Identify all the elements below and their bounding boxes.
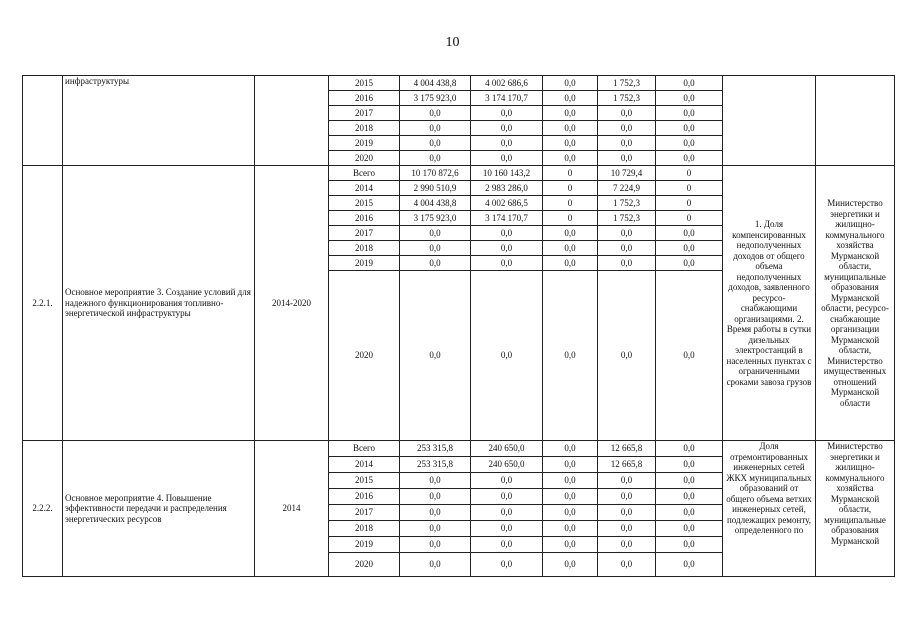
funding-cell-4: 0,0: [656, 505, 723, 521]
funding-cell-3: 0,0: [598, 136, 656, 151]
funding-cell-1: 0,0: [471, 489, 543, 505]
executors-cell: Министерство энергетики и жилищно-коммунального хозяйства Мурманской области, муниципальные образования Мурманской: [816, 441, 895, 577]
funding-cell-2: 0,0: [543, 271, 598, 441]
funding-cell-4: 0,0: [656, 457, 723, 473]
total-cell: 0,0: [400, 256, 471, 271]
funding-cell-1: 0,0: [471, 136, 543, 151]
period-cell: 2014: [255, 441, 329, 577]
funding-cell-3: 0,0: [598, 505, 656, 521]
funding-cell-2: 0,0: [543, 256, 598, 271]
funding-cell-4: 0,0: [656, 473, 723, 489]
total-cell: 0,0: [400, 241, 471, 256]
funding-cell-3: 0,0: [598, 241, 656, 256]
year-cell: 2018: [329, 241, 400, 256]
table-row: [23, 166, 895, 181]
funding-cell-1: 0,0: [471, 537, 543, 553]
year-cell: 2020: [329, 553, 400, 577]
funding-cell-3: 1 752,3: [598, 211, 656, 226]
funding-cell-2: 0,0: [543, 136, 598, 151]
year-cell: 2015: [329, 196, 400, 211]
funding-cell-3: 0,0: [598, 521, 656, 537]
table-row: [23, 76, 895, 91]
funding-cell-3: 0,0: [598, 226, 656, 241]
funding-cell-4: 0,0: [656, 441, 723, 457]
year-cell: 2016: [329, 91, 400, 106]
funding-cell-2: 0,0: [543, 489, 598, 505]
funding-cell-1: 0,0: [471, 151, 543, 166]
year-cell: 2019: [329, 537, 400, 553]
funding-cell-2: 0,0: [543, 457, 598, 473]
funding-cell-1: 0,0: [471, 521, 543, 537]
year-cell: 2019: [329, 256, 400, 271]
total-cell: 0,0: [400, 136, 471, 151]
program-table: [22, 75, 895, 577]
funding-cell-4: 0,0: [656, 537, 723, 553]
page-number: 10: [445, 35, 460, 50]
funding-cell-3: 1 752,3: [598, 76, 656, 91]
funding-cell-3: 7 224,9: [598, 181, 656, 196]
funding-cell-3: 0,0: [598, 489, 656, 505]
year-cell: 2018: [329, 521, 400, 537]
funding-cell-2: 0,0: [543, 553, 598, 577]
total-cell: 0,0: [400, 473, 471, 489]
description-cell: Основное мероприятие 4. Повышение эффективности передачи и распределения энергетических ресурсов: [63, 441, 255, 577]
total-cell: 0,0: [400, 489, 471, 505]
funding-cell-1: 0,0: [471, 553, 543, 577]
funding-cell-2: 0: [543, 211, 598, 226]
funding-cell-2: 0,0: [543, 473, 598, 489]
executors-cell: Министерство энергетики и жилищно-коммунального хозяйства Мурманской области, муниципальные образования Мурманской области, ресурсо-снабжающие организации Мурманской области, Министерство имущественных отношений Мурманской области: [816, 166, 895, 441]
funding-cell-4: 0: [656, 211, 723, 226]
funding-cell-2: 0,0: [543, 106, 598, 121]
year-cell: 2016: [329, 489, 400, 505]
funding-cell-2: 0,0: [543, 121, 598, 136]
year-cell: Всего: [329, 166, 400, 181]
funding-cell-2: 0,0: [543, 521, 598, 537]
year-cell: 2018: [329, 121, 400, 136]
year-cell: 2020: [329, 151, 400, 166]
funding-cell-3: 12 665,8: [598, 457, 656, 473]
funding-cell-4: 0: [656, 166, 723, 181]
funding-cell-3: 1 752,3: [598, 196, 656, 211]
total-cell: 253 315,8: [400, 457, 471, 473]
funding-cell-4: 0,0: [656, 489, 723, 505]
total-cell: 0,0: [400, 151, 471, 166]
funding-cell-3: 0,0: [598, 151, 656, 166]
description-cell: инфраструктуры: [63, 76, 255, 166]
funding-cell-2: 0,0: [543, 151, 598, 166]
funding-cell-2: 0,0: [543, 226, 598, 241]
funding-cell-1: 4 002 686,5: [471, 196, 543, 211]
indicators-cell: 1. Доля компенсированных недополученных доходов от общего объема недополученных доходов, заявленного ресурсо-снабжающими организациями. 2. Время работы в сутки дизельных электростанций в населенных пунктах с ограниченными сроками завоза грузов: [723, 166, 816, 441]
funding-cell-3: 1 752,3: [598, 91, 656, 106]
year-cell: Всего: [329, 441, 400, 457]
number-cell-empty: [23, 76, 63, 166]
funding-cell-1: 0,0: [471, 256, 543, 271]
funding-cell-4: 0,0: [656, 256, 723, 271]
funding-cell-4: 0,0: [656, 271, 723, 441]
total-cell: 4 004 438,8: [400, 196, 471, 211]
funding-cell-2: 0: [543, 196, 598, 211]
funding-cell-3: 0,0: [598, 271, 656, 441]
funding-cell-2: 0: [543, 181, 598, 196]
funding-cell-1: 0,0: [471, 226, 543, 241]
funding-cell-2: 0,0: [543, 91, 598, 106]
funding-cell-4: 0,0: [656, 136, 723, 151]
total-cell: 0,0: [400, 505, 471, 521]
funding-cell-3: 10 729,4: [598, 166, 656, 181]
funding-cell-2: 0,0: [543, 241, 598, 256]
funding-cell-4: 0,0: [656, 553, 723, 577]
period-cell-empty: [255, 76, 329, 166]
funding-cell-4: 0: [656, 181, 723, 196]
year-cell: 2016: [329, 211, 400, 226]
year-cell: 2015: [329, 76, 400, 91]
table-row: [23, 441, 895, 457]
funding-cell-3: 0,0: [598, 121, 656, 136]
period-cell: 2014-2020: [255, 166, 329, 441]
total-cell: 0,0: [400, 271, 471, 441]
funding-cell-1: 3 174 170,7: [471, 211, 543, 226]
funding-cell-1: 4 002 686,6: [471, 76, 543, 91]
funding-cell-4: 0,0: [656, 121, 723, 136]
funding-cell-2: 0: [543, 166, 598, 181]
funding-cell-1: 3 174 170,7: [471, 91, 543, 106]
year-cell: 2014: [329, 181, 400, 196]
funding-cell-1: 240 650,0: [471, 441, 543, 457]
total-cell: 4 004 438,8: [400, 76, 471, 91]
total-cell: 3 175 923,0: [400, 211, 471, 226]
funding-cell-4: 0,0: [656, 241, 723, 256]
funding-cell-1: 0,0: [471, 241, 543, 256]
funding-cell-2: 0,0: [543, 441, 598, 457]
total-cell: 10 170 872,6: [400, 166, 471, 181]
funding-cell-1: 0,0: [471, 271, 543, 441]
year-cell: 2015: [329, 473, 400, 489]
total-cell: 0,0: [400, 226, 471, 241]
funding-cell-4: 0,0: [656, 76, 723, 91]
total-cell: 0,0: [400, 106, 471, 121]
total-cell: 0,0: [400, 121, 471, 136]
total-cell: 253 315,8: [400, 441, 471, 457]
funding-cell-4: 0,0: [656, 226, 723, 241]
funding-cell-3: 0,0: [598, 473, 656, 489]
funding-cell-1: 0,0: [471, 121, 543, 136]
year-cell: 2019: [329, 136, 400, 151]
indicator-cell-empty: [723, 76, 816, 166]
funding-cell-3: 0,0: [598, 106, 656, 121]
funding-cell-3: 0,0: [598, 256, 656, 271]
total-cell: 2 990 510,9: [400, 181, 471, 196]
funding-cell-1: 0,0: [471, 106, 543, 121]
funding-cell-4: 0,0: [656, 106, 723, 121]
total-cell: 0,0: [400, 537, 471, 553]
funding-cell-3: 12 665,8: [598, 441, 656, 457]
item-number: 2.2.2.: [23, 441, 63, 577]
funding-cell-3: 0,0: [598, 553, 656, 577]
funding-cell-3: 0,0: [598, 537, 656, 553]
indicators-cell: Доля отремонтированных инженерных сетей ЖКХ муниципальных образований от общего объема ветхих инженерных сетей, подлежащих ремонту, определенного по: [723, 441, 816, 577]
funding-cell-4: 0,0: [656, 151, 723, 166]
executor-cell-empty: [816, 76, 895, 166]
item-number: 2.2.1.: [23, 166, 63, 441]
funding-cell-2: 0,0: [543, 76, 598, 91]
funding-cell-4: 0,0: [656, 521, 723, 537]
funding-cell-4: 0: [656, 196, 723, 211]
year-cell: 2017: [329, 226, 400, 241]
funding-cell-2: 0,0: [543, 505, 598, 521]
total-cell: 0,0: [400, 521, 471, 537]
funding-cell-1: 2 983 286,0: [471, 181, 543, 196]
funding-cell-2: 0,0: [543, 537, 598, 553]
year-cell: 2017: [329, 505, 400, 521]
year-cell: 2017: [329, 106, 400, 121]
funding-cell-1: 0,0: [471, 473, 543, 489]
year-cell: 2014: [329, 457, 400, 473]
year-cell: 2020: [329, 271, 400, 441]
funding-cell-4: 0,0: [656, 91, 723, 106]
funding-cell-1: 0,0: [471, 505, 543, 521]
funding-cell-1: 240 650,0: [471, 457, 543, 473]
total-cell: 3 175 923,0: [400, 91, 471, 106]
funding-cell-1: 10 160 143,2: [471, 166, 543, 181]
description-cell: Основное мероприятие 3. Создание условий для надежного функционирования топливно-энергетической инфраструктуры: [63, 166, 255, 441]
total-cell: 0,0: [400, 553, 471, 577]
